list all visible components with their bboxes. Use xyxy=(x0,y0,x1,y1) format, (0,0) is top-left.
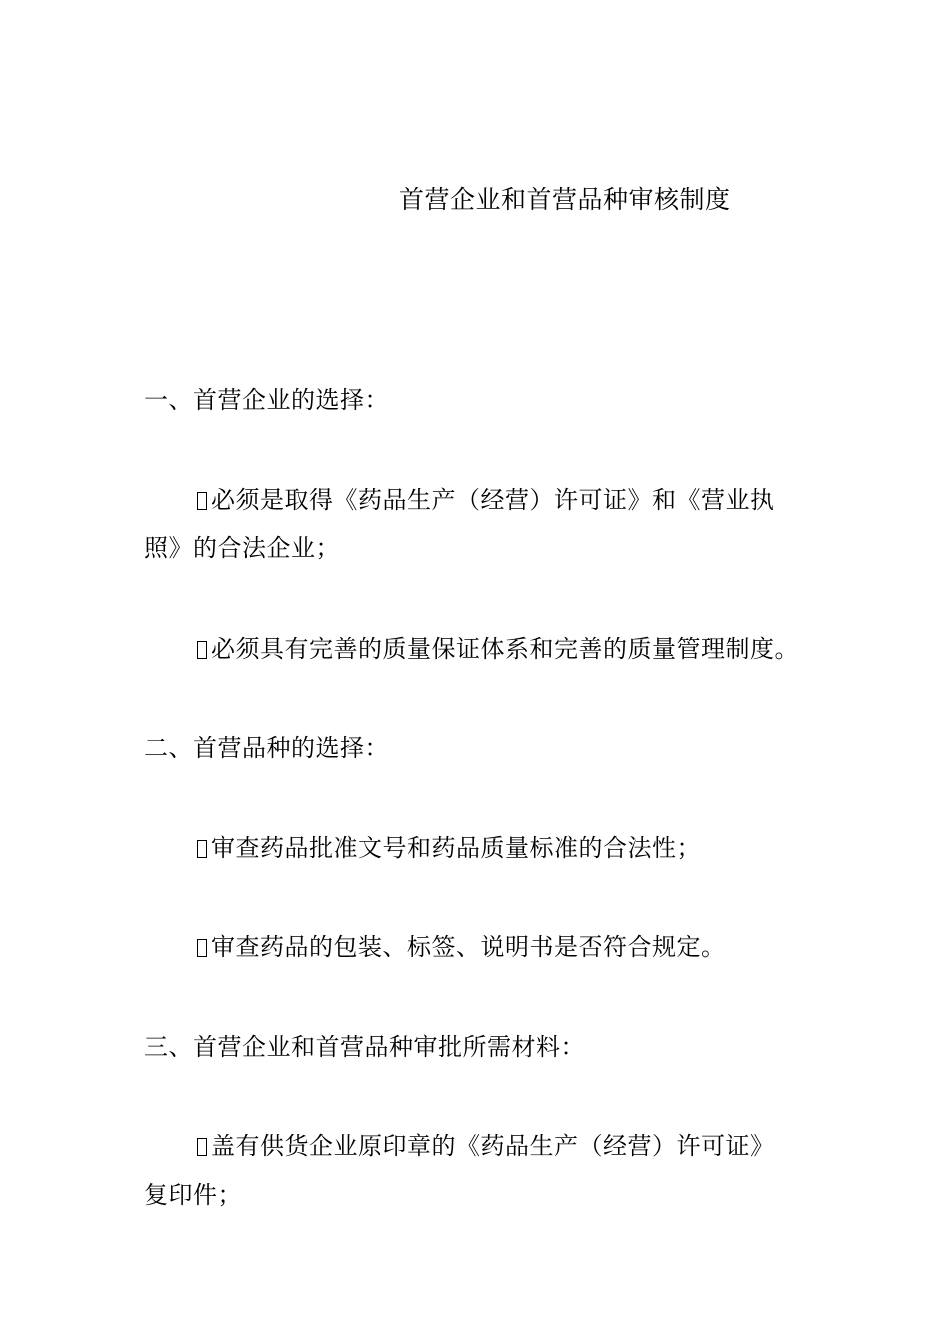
document-title: 首营企业和首营品种审核制度 xyxy=(399,185,731,214)
list-item-continuation: 复印件； xyxy=(144,1181,242,1209)
list-item-text: 审查药品批准文号和药品质量标准的合法性； xyxy=(211,834,701,862)
list-item-text: 必须是取得《药品生产（经营）许可证》和《营业执 xyxy=(211,486,775,514)
list-item-text: 必须具有完善的质量保证体系和完善的质量管理制度。 xyxy=(211,635,799,663)
bullet-box-icon xyxy=(197,1138,207,1156)
list-item-continuation: 照》的合法企业； xyxy=(144,534,340,562)
list-item-text: 审查药品的包装、标签、说明书是否符合规定。 xyxy=(211,933,726,961)
bullet-box-icon xyxy=(197,492,207,510)
bullet-box-icon xyxy=(197,939,207,957)
list-item xyxy=(197,1127,775,1165)
list-item xyxy=(197,829,701,867)
section-heading: 二、首营品种的选择： xyxy=(144,734,389,762)
list-item xyxy=(197,630,799,668)
section-heading: 三、首营企业和首营品种审批所需材料： xyxy=(144,1033,585,1061)
list-item-text: 盖有供货企业原印章的《药品生产（经营）许可证》 xyxy=(211,1132,775,1160)
list-item xyxy=(197,481,775,519)
section-heading: 一、首营企业的选择： xyxy=(144,386,389,414)
bullet-box-icon xyxy=(197,641,207,659)
bullet-box-icon xyxy=(197,840,207,858)
list-item xyxy=(197,928,726,966)
